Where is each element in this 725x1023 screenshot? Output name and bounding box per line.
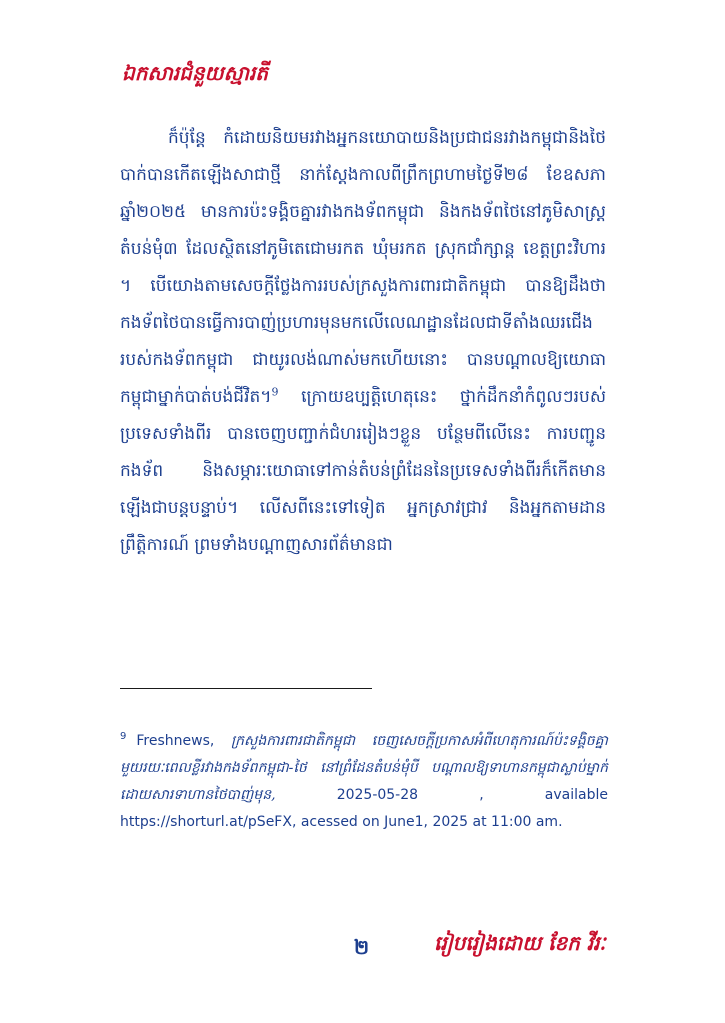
body-paragraph	[120, 120, 606, 564]
page-header-title: ឯកសារជំនួយស្មារតី	[122, 61, 268, 85]
footnote-divider	[120, 688, 372, 689]
footnote-reference[interactable]: 9	[271, 385, 279, 399]
footer-author: រៀបរៀងដោយ ខែក វីរៈ	[434, 931, 606, 955]
footnote-citation[interactable]: 2025-05-28 , available https://shorturl.at/pSeFX, acessed on June1, 2025 at 11:00 am.	[120, 787, 608, 830]
footnote-khmer-title: ក្រសួងការពារជាតិកម្ពុជា ចេញសេចក្តីប្រកាសអំពីហេតុការណ៍ប៉ះទង្គិចគ្នាមួយរយៈពេលខ្លីរវាងកងទ័ពកម្ពុជា-ថៃ នៅព្រំដែនតំបន់មុំបី បណ្តាលឱ្យទាហានកម្ពុជាស្លាប់ម្នាក់ដោយសារទាហានថៃបាញ់មុន,	[120, 733, 608, 803]
body-text-part2: ក្រោយឧប្បត្តិហេតុនេះ ថ្នាក់ដឹកនាំកំពូលៗរបស់ប្រទេសទាំងពីរ បានចេញបញ្ជាក់ជំហររៀងៗខ្លួន បន្ថែមពីលើនេះ ការបញ្ជូនកងទ័ព និងសម្ភារៈយោធាទៅកាន់តំបន់ព្រំដែននៃប្រទេសទាំងពីរក៏កើតមានឡើងជាបន្តបន្ទាប់។ លើសពីនេះទៅទៀត អ្នកស្រាវជ្រាវ និងអ្នកតាមដានព្រឹត្តិការណ៍ ព្រមទាំងបណ្តាញសារព័ត៌មានជា	[120, 387, 607, 555]
body-text-part1: ក៏ប៉ុន្តែ កំដោយនិយមរវាងអ្នកនយោបាយនិងប្រជាជនរវាងកម្ពុជានិងថៃ បាក់បានកើតឡើងសាជាថ្មី នាក់ស្តែងកាលពីព្រឹកព្រហាមថ្ងៃទី២៨ ខែឧសភា ឆ្នាំ២០២៥ មានការប៉ះទង្គិចគ្នារវាងកងទ័ពកម្ពុជា និងកងទ័ពថៃនៅភូមិសាស្ត្រតំបន់មុំ៣ ដែលស្ថិតនៅភូមិតេជោមរកត ឃុំមរកត ស្រុកជាំក្សាន្ត ខេត្តព្រះវិហារ ។ បើយោងតាមសេចក្តីថ្លែងការរបស់ក្រសួងការពារជាតិកម្ពុជា បានឱ្យដឹងថា កងទ័ពថៃបានធ្វើការបាញ់ប្រហារមុនមកលើលេណដ្ឋានដែលជាទីតាំងឈរជើងរបស់កងទ័ពកម្ពុជា ជាយូរលង់ណាស់មកហើយនោះ បានបណ្តាលឱ្យយោធាកម្ពុជាម្នាក់បាត់បង់ជីវិត។	[120, 128, 606, 407]
footnote	[120, 728, 608, 836]
footnote-source: Freshnews,	[136, 733, 215, 749]
page-number: ២	[354, 935, 370, 959]
footnote-number: 9	[120, 731, 127, 743]
